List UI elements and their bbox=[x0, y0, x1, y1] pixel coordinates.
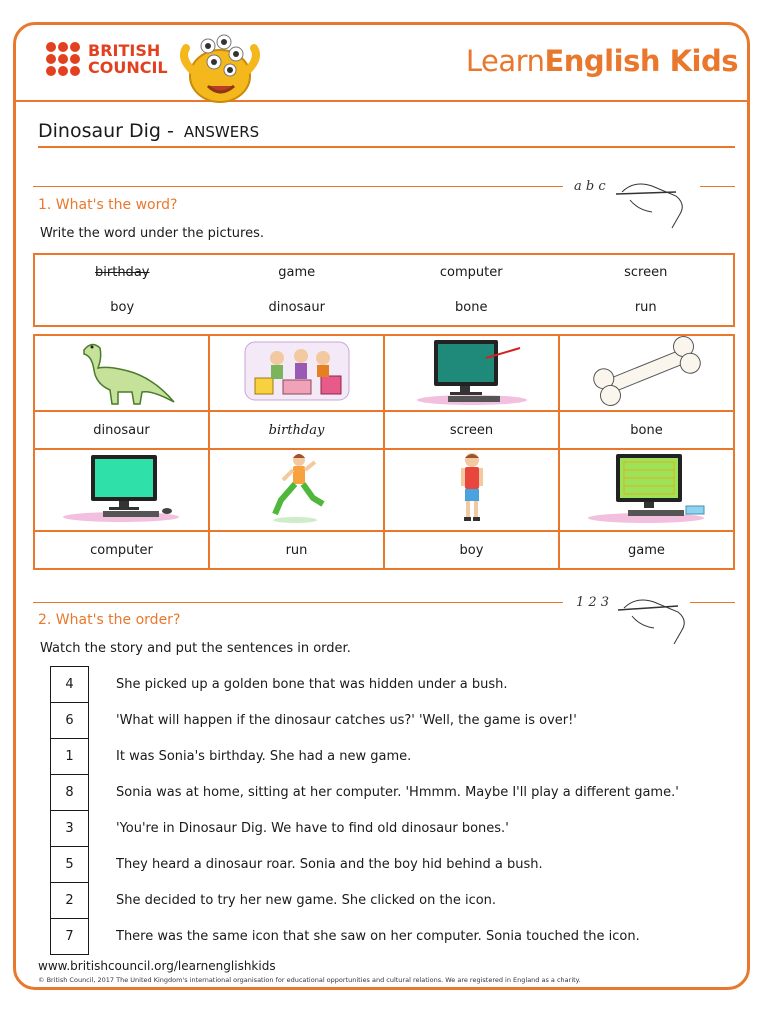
word-bank-word: dinosaur bbox=[268, 300, 325, 315]
order-number: 6 bbox=[51, 703, 89, 739]
hand-numbers: 1 2 3 bbox=[576, 595, 610, 610]
picture-cell bbox=[559, 335, 734, 411]
section1-rule-right bbox=[700, 186, 735, 187]
header-divider bbox=[16, 100, 747, 102]
picture-grid bbox=[33, 334, 735, 570]
section2-rule-left bbox=[33, 602, 563, 603]
order-number: 5 bbox=[51, 847, 89, 883]
order-number: 8 bbox=[51, 775, 89, 811]
order-row bbox=[51, 775, 680, 811]
screen-icon bbox=[412, 336, 532, 406]
word-bank-word: birthday bbox=[95, 265, 150, 280]
order-sentence: 'What will happen if the dinosaur catches us?' 'Well, the game is over!' bbox=[116, 713, 577, 728]
order-sentence: Sonia was at home, sitting at her computer. 'Hmmm. Maybe I'll play a different game.' bbox=[116, 785, 679, 800]
picture-cell bbox=[384, 335, 559, 411]
order-row bbox=[51, 739, 680, 775]
hand-letters: a b c bbox=[574, 179, 606, 194]
order-sentence: It was Sonia's birthday. She had a new game. bbox=[116, 749, 412, 764]
word-bank bbox=[33, 253, 735, 327]
logo-dots-icon bbox=[46, 42, 80, 76]
order-row bbox=[51, 667, 680, 703]
word-bank-word: boy bbox=[110, 300, 135, 315]
word-bank-word: bone bbox=[455, 300, 488, 315]
british-council-logo bbox=[46, 42, 168, 76]
order-number: 7 bbox=[51, 919, 89, 955]
order-row bbox=[51, 703, 680, 739]
picture-cell bbox=[34, 335, 209, 411]
dinosaur-icon bbox=[62, 336, 182, 406]
game-icon bbox=[582, 450, 712, 526]
section1-heading: 1. What's the word? bbox=[38, 197, 178, 213]
answer-label: screen bbox=[384, 411, 559, 449]
writing-hand-icon bbox=[574, 588, 692, 646]
answer-label: bone bbox=[559, 411, 734, 449]
worksheet-title bbox=[38, 120, 259, 142]
title-underline bbox=[38, 146, 735, 148]
answer-label: game bbox=[559, 531, 734, 569]
order-row bbox=[51, 847, 680, 883]
writing-hand-icon bbox=[572, 170, 690, 232]
picture-cell bbox=[384, 449, 559, 531]
section2-rule-right bbox=[690, 602, 735, 603]
computer-icon bbox=[57, 453, 187, 523]
section1-rule-left bbox=[33, 186, 563, 187]
order-sentence: She picked up a golden bone that was hidden under a bush. bbox=[116, 677, 508, 692]
word-bank-word: screen bbox=[624, 265, 668, 280]
order-number: 2 bbox=[51, 883, 89, 919]
monster-mascot-icon bbox=[178, 30, 262, 106]
order-row bbox=[51, 883, 680, 919]
answer-label-handwritten: birthday bbox=[209, 411, 384, 449]
running-boy-icon bbox=[237, 450, 357, 526]
order-sentence: There was the same icon that she saw on her computer. Sonia touched the icon. bbox=[116, 929, 640, 944]
boy-icon bbox=[412, 450, 532, 526]
section1-instruction: Write the word under the pictures. bbox=[40, 226, 264, 241]
picture-cell bbox=[559, 449, 734, 531]
order-number: 1 bbox=[51, 739, 89, 775]
learnenglish-kids-logo bbox=[466, 44, 738, 78]
logo-line-2: COUNCIL bbox=[88, 58, 168, 77]
brand-bold: English Kids bbox=[544, 44, 738, 78]
logo-line-1: BRITISH bbox=[88, 41, 161, 60]
section2-instruction: Watch the story and put the sentences in order. bbox=[40, 641, 351, 656]
answer-label: run bbox=[209, 531, 384, 569]
footer-copyright: © British Council, 2017 The United Kingdom's international organisation for educational opportunities and cultural relations. We are registered in England as a charity. bbox=[38, 976, 581, 984]
order-number: 4 bbox=[51, 667, 89, 703]
order-sentence: 'You're in Dinosaur Dig. We have to find old dinosaur bones.' bbox=[116, 821, 509, 836]
order-sentence: She decided to try her new game. She clicked on the icon. bbox=[116, 893, 497, 908]
order-table bbox=[50, 666, 680, 955]
birthday-party-icon bbox=[237, 336, 357, 406]
brand-light: Learn bbox=[465, 44, 545, 78]
title-main: Dinosaur Dig bbox=[38, 120, 161, 142]
title-sep: - bbox=[160, 120, 180, 142]
bone-icon bbox=[582, 336, 712, 406]
word-bank-row bbox=[35, 255, 733, 290]
word-bank-word: game bbox=[278, 265, 316, 280]
answer-label: computer bbox=[34, 531, 209, 569]
section2-heading: 2. What's the order? bbox=[38, 612, 181, 628]
answer-label: dinosaur bbox=[34, 411, 209, 449]
order-sentence: They heard a dinosaur roar. Sonia and the boy hid behind a bush. bbox=[116, 857, 543, 872]
order-row bbox=[51, 811, 680, 847]
word-bank-row bbox=[35, 290, 733, 325]
picture-cell bbox=[209, 449, 384, 531]
answer-label: boy bbox=[384, 531, 559, 569]
word-bank-word: computer bbox=[439, 265, 503, 280]
title-suffix: ANSWERS bbox=[183, 123, 260, 141]
picture-cell bbox=[34, 449, 209, 531]
word-bank-word: run bbox=[634, 300, 657, 315]
order-number: 3 bbox=[51, 811, 89, 847]
picture-cell bbox=[209, 335, 384, 411]
footer-url-link[interactable]: www.britishcouncil.org/learnenglishkids bbox=[38, 959, 276, 973]
order-row bbox=[51, 919, 680, 955]
